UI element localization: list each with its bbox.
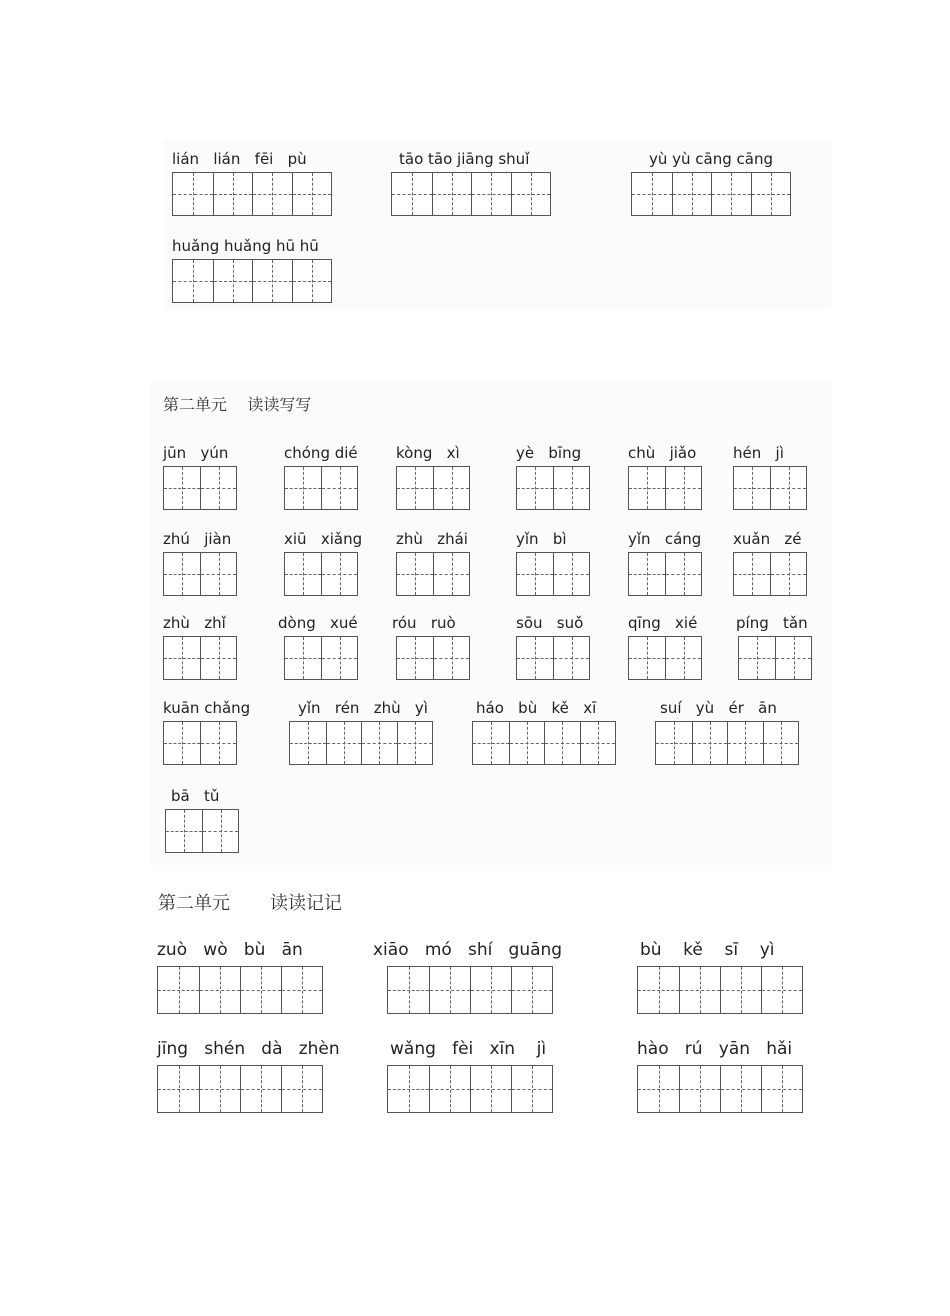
writing-grid[interactable] <box>387 966 553 1014</box>
grid-cell <box>775 637 811 679</box>
grid-cell <box>281 1066 322 1112</box>
grid-cell <box>158 1066 199 1112</box>
pinyin-label: chù jiǎo <box>628 444 697 462</box>
grid-cell <box>692 722 728 764</box>
grid-cell <box>553 637 589 679</box>
word-item <box>387 1039 553 1113</box>
grid-cell <box>544 722 580 764</box>
writing-grid[interactable] <box>396 552 470 596</box>
grid-cell <box>321 637 357 679</box>
writing-grid[interactable] <box>284 636 358 680</box>
word-item <box>396 444 470 510</box>
pinyin-label: zhù zhǐ <box>163 614 226 632</box>
section-heading: 第二单元 读读记记 <box>158 893 343 914</box>
pinyin-label: huǎng huǎng hū hū <box>172 237 319 255</box>
word-item <box>157 940 323 1014</box>
word-item <box>631 150 791 216</box>
grid-cell <box>321 553 357 595</box>
grid-cell <box>432 173 472 215</box>
writing-grid[interactable] <box>738 636 812 680</box>
grid-cell <box>720 967 761 1013</box>
grid-cell <box>200 637 236 679</box>
pinyin-label: suí yù ér ān <box>660 699 777 717</box>
grid-cell <box>166 810 202 852</box>
grid-cell <box>252 260 292 302</box>
grid-cell <box>656 722 692 764</box>
grid-cell <box>470 1066 511 1112</box>
word-item <box>391 150 551 216</box>
writing-grid[interactable] <box>655 721 799 765</box>
grid-cell <box>285 553 321 595</box>
pinyin-label: xuǎn zé <box>733 530 802 548</box>
word-item <box>733 530 807 596</box>
pinyin-label: hén jì <box>733 444 784 462</box>
writing-grid[interactable] <box>284 552 358 596</box>
grid-cell <box>770 553 806 595</box>
pinyin-label: yǐn bì <box>516 530 567 548</box>
grid-cell <box>281 967 322 1013</box>
grid-cell <box>511 1066 552 1112</box>
grid-cell <box>553 553 589 595</box>
writing-grid[interactable] <box>396 636 470 680</box>
writing-grid[interactable] <box>391 172 551 216</box>
writing-grid[interactable] <box>516 552 590 596</box>
grid-cell <box>629 637 665 679</box>
word-item <box>278 614 358 680</box>
grid-cell <box>202 810 238 852</box>
grid-cell <box>397 722 433 764</box>
grid-cell <box>200 722 236 764</box>
grid-cell <box>292 173 332 215</box>
grid-cell <box>734 553 770 595</box>
pinyin-label: zhú jiàn <box>163 530 232 548</box>
grid-cell <box>629 467 665 509</box>
writing-grid[interactable] <box>637 966 803 1014</box>
grid-cell <box>285 467 321 509</box>
section-heading: 第二单元 读读写写 <box>163 395 312 414</box>
grid-cell <box>392 173 432 215</box>
grid-cell <box>292 260 332 302</box>
pinyin-label: jūn yún <box>163 444 229 462</box>
writing-grid[interactable] <box>157 1065 323 1113</box>
grid-cell <box>638 967 679 1013</box>
pinyin-label: yǐn rén zhù yì <box>298 699 428 717</box>
writing-grid[interactable] <box>628 552 702 596</box>
writing-grid[interactable] <box>387 1065 553 1113</box>
grid-cell <box>240 967 281 1013</box>
grid-cell <box>361 722 397 764</box>
word-item <box>736 614 812 680</box>
grid-cell <box>711 173 751 215</box>
grid-cell <box>397 467 433 509</box>
grid-cell <box>517 467 553 509</box>
grid-cell <box>173 260 213 302</box>
grid-cell <box>761 967 802 1013</box>
pinyin-label: róu ruò <box>392 614 456 632</box>
pinyin-label: chóng dié <box>284 444 358 462</box>
pinyin-label: yǐn cáng <box>628 530 702 548</box>
word-item <box>163 444 237 510</box>
word-item <box>516 444 590 510</box>
word-item <box>637 940 803 1014</box>
grid-cell <box>679 967 720 1013</box>
word-item <box>655 699 799 765</box>
grid-cell <box>326 722 362 764</box>
grid-cell <box>388 1066 429 1112</box>
word-item <box>396 530 470 596</box>
grid-cell <box>511 967 552 1013</box>
pinyin-label: qīng xié <box>628 614 698 632</box>
writing-grid[interactable] <box>637 1065 803 1113</box>
grid-cell <box>397 637 433 679</box>
grid-cell <box>433 553 469 595</box>
writing-grid[interactable] <box>163 721 237 765</box>
word-item <box>163 614 237 680</box>
grid-cell <box>164 637 200 679</box>
writing-grid[interactable] <box>163 552 237 596</box>
pinyin-label: bā tǔ <box>171 787 220 805</box>
writing-grid[interactable] <box>516 636 590 680</box>
grid-cell <box>580 722 616 764</box>
writing-grid[interactable] <box>172 259 332 303</box>
grid-cell <box>509 722 545 764</box>
word-item <box>157 1039 340 1113</box>
pinyin-label: zhù zhái <box>396 530 468 548</box>
grid-cell <box>665 553 701 595</box>
grid-cell <box>397 553 433 595</box>
writing-grid[interactable] <box>163 466 237 510</box>
grid-cell <box>517 637 553 679</box>
grid-cell <box>433 637 469 679</box>
grid-cell <box>285 637 321 679</box>
grid-cell <box>199 1066 240 1112</box>
word-item <box>637 1039 803 1113</box>
writing-grid[interactable] <box>289 721 433 765</box>
word-item <box>284 444 358 510</box>
pinyin-label: bù kě sī yì <box>640 940 775 960</box>
grid-cell <box>739 637 775 679</box>
grid-cell <box>511 173 551 215</box>
grid-cell <box>632 173 672 215</box>
grid-cell <box>200 467 236 509</box>
word-item <box>165 787 239 853</box>
writing-grid[interactable] <box>157 966 323 1014</box>
grid-cell <box>173 173 213 215</box>
pinyin-label: lián lián fēi pù <box>172 150 307 168</box>
grid-cell <box>213 260 253 302</box>
grid-cell <box>672 173 712 215</box>
grid-cell <box>388 967 429 1013</box>
grid-cell <box>638 1066 679 1112</box>
section2-panel <box>150 380 833 865</box>
word-item <box>172 150 332 216</box>
word-item <box>472 699 616 765</box>
writing-grid[interactable] <box>733 466 807 510</box>
word-item <box>516 614 590 680</box>
pinyin-label: yù yù cāng cāng <box>649 150 774 168</box>
grid-cell <box>164 553 200 595</box>
writing-grid[interactable] <box>472 721 616 765</box>
word-item <box>163 530 237 596</box>
grid-cell <box>429 967 470 1013</box>
grid-cell <box>665 637 701 679</box>
grid-cell <box>734 467 770 509</box>
pinyin-label: dòng xué <box>278 614 358 632</box>
pinyin-label: háo bù kě xī <box>476 699 597 717</box>
writing-grid[interactable] <box>172 172 332 216</box>
writing-grid[interactable] <box>284 466 358 510</box>
writing-grid[interactable] <box>396 466 470 510</box>
pinyin-label: wǎng fèi xīn jì <box>390 1039 547 1059</box>
word-item <box>392 614 470 680</box>
grid-cell <box>763 722 799 764</box>
grid-cell <box>727 722 763 764</box>
word-item <box>163 699 251 765</box>
writing-grid[interactable] <box>628 636 702 680</box>
word-item <box>373 940 563 1014</box>
pinyin-label: tāo tāo jiāng shuǐ <box>399 150 530 168</box>
writing-grid[interactable] <box>516 466 590 510</box>
grid-cell <box>164 467 200 509</box>
grid-cell <box>665 467 701 509</box>
grid-cell <box>433 467 469 509</box>
word-item <box>284 530 363 596</box>
grid-cell <box>553 467 589 509</box>
grid-cell <box>321 467 357 509</box>
grid-cell <box>158 967 199 1013</box>
grid-cell <box>290 722 326 764</box>
grid-cell <box>770 467 806 509</box>
word-item <box>516 530 590 596</box>
grid-cell <box>240 1066 281 1112</box>
word-item <box>289 699 433 765</box>
writing-grid[interactable] <box>733 552 807 596</box>
word-item <box>628 444 702 510</box>
pinyin-label: kòng xì <box>396 444 460 462</box>
grid-cell <box>720 1066 761 1112</box>
pinyin-label: zuò wò bù ān <box>157 940 303 960</box>
grid-cell <box>761 1066 802 1112</box>
grid-cell <box>473 722 509 764</box>
pinyin-label: jīng shén dà zhèn <box>157 1039 340 1059</box>
grid-cell <box>470 967 511 1013</box>
pinyin-label: kuān chǎng <box>163 699 251 717</box>
grid-cell <box>200 553 236 595</box>
writing-grid[interactable] <box>163 636 237 680</box>
grid-cell <box>517 553 553 595</box>
grid-cell <box>164 722 200 764</box>
pinyin-label: xiū xiǎng <box>284 530 363 548</box>
word-item <box>628 530 702 596</box>
grid-cell <box>679 1066 720 1112</box>
pinyin-label: xiāo mó shí guāng <box>373 940 563 960</box>
grid-cell <box>629 553 665 595</box>
pinyin-label: sōu suǒ <box>516 614 584 632</box>
writing-grid[interactable] <box>631 172 791 216</box>
pinyin-label: yè bīng <box>516 444 582 462</box>
grid-cell <box>199 967 240 1013</box>
word-item <box>172 237 332 303</box>
grid-cell <box>471 173 511 215</box>
grid-cell <box>252 173 292 215</box>
writing-grid[interactable] <box>165 809 239 853</box>
word-item <box>628 614 702 680</box>
grid-cell <box>751 173 791 215</box>
pinyin-label: hào rú yān hǎi <box>637 1039 793 1059</box>
writing-grid[interactable] <box>628 466 702 510</box>
pinyin-label: píng tǎn <box>736 614 808 632</box>
word-item <box>733 444 807 510</box>
grid-cell <box>429 1066 470 1112</box>
grid-cell <box>213 173 253 215</box>
